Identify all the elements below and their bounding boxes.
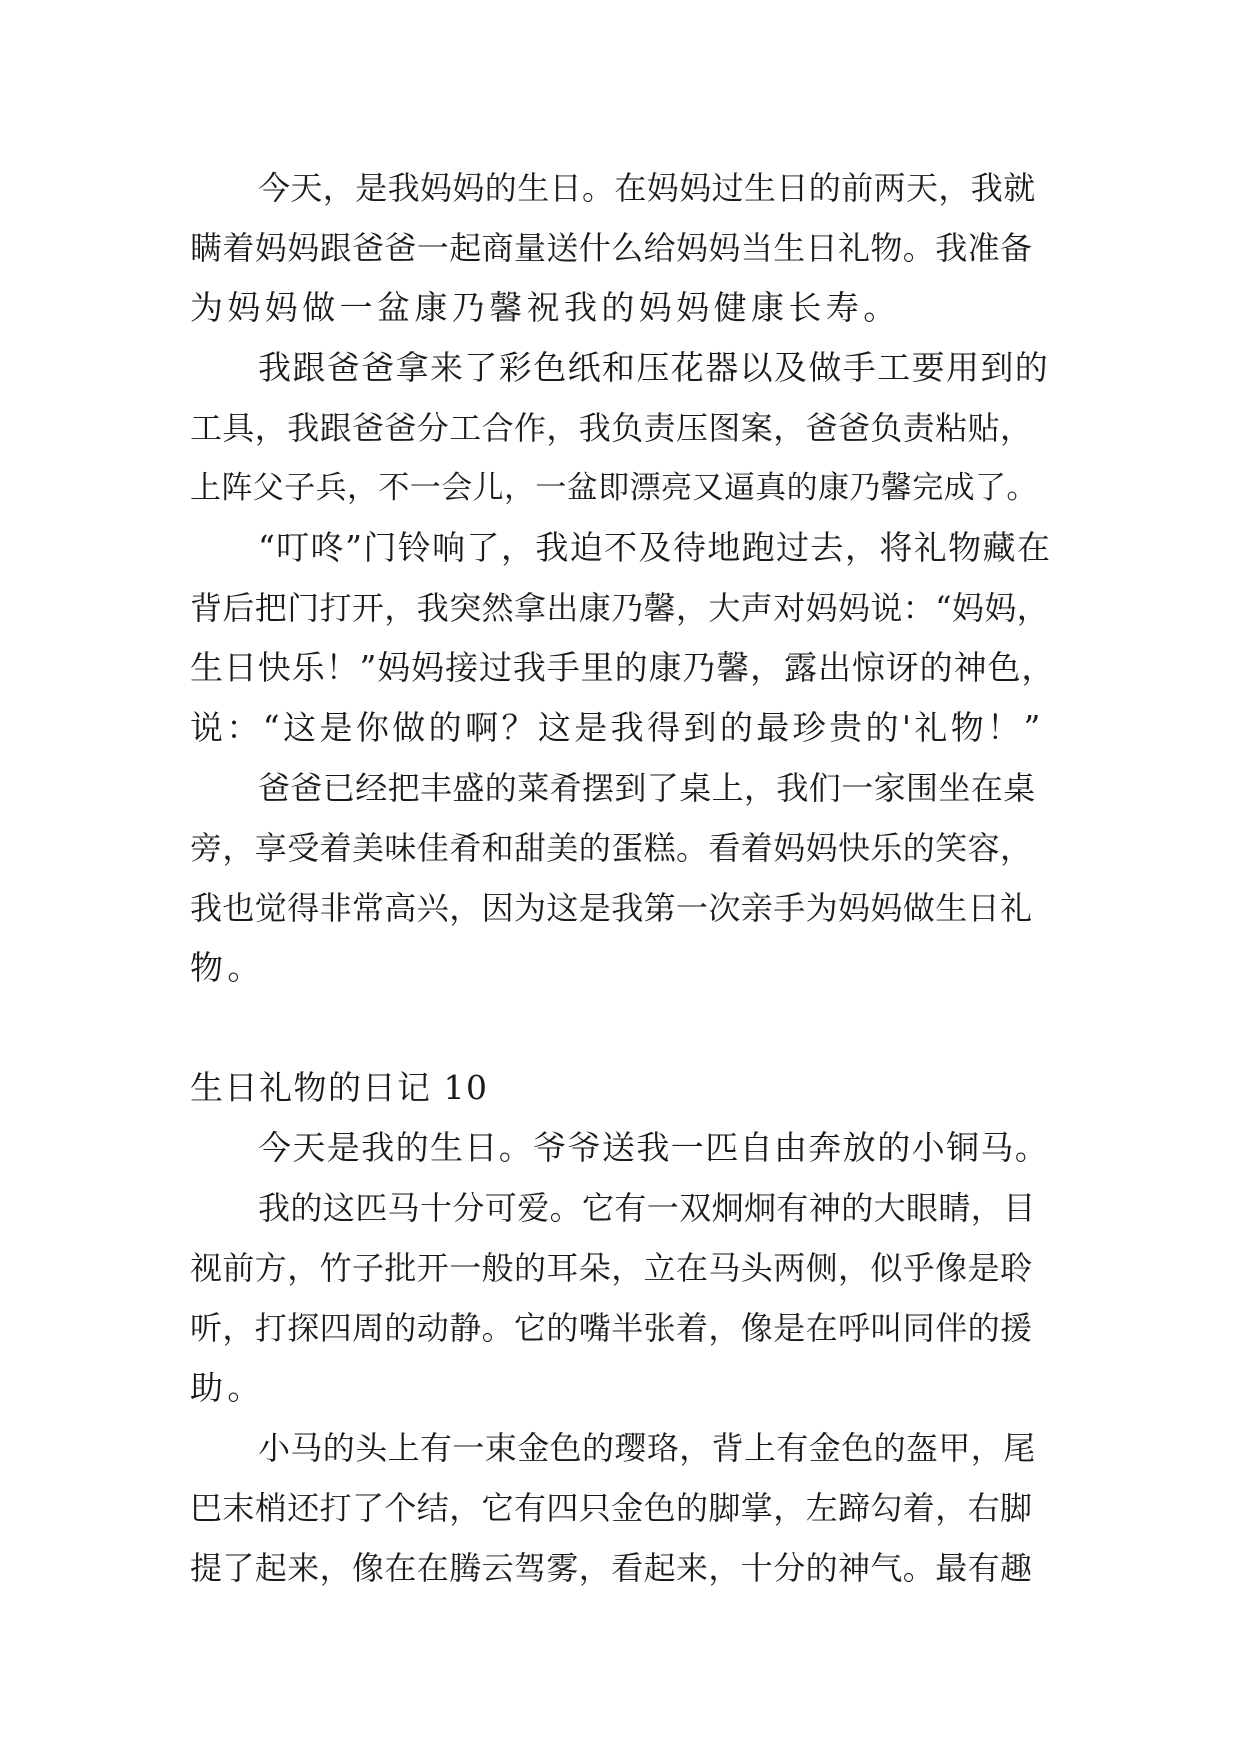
text-line: “叮咚”门铃响了，我迫不及待地跑过去，将礼物藏在 [258,528,1052,567]
text-line: 爸爸已经把丰盛的菜肴摆到了桌上，我们一家围坐在桌 [258,769,1036,807]
section-heading: 生日礼物的日记 10 [190,1068,489,1107]
text-line: 我的这匹马十分可爱。它有一双炯炯有神的大眼睛，目 [258,1189,1036,1227]
text-line: 说：“这是你做的啊？这是我得到的最珍贵的'礼物！” [190,708,1044,747]
text-line: 听，打探四周的动静。它的嘴半张着，像是在呼叫同伴的援 [190,1309,1033,1347]
text-line: 旁，享受着美味佳肴和甜美的蛋糕。看着妈妈快乐的笑容， [190,829,1033,867]
text-line: 瞒着妈妈跟爸爸一起商量送什么给妈妈当生日礼物。我准备 [190,229,1033,267]
text-line: 视前方，竹子批开一般的耳朵，立在马头两侧，似乎像是聆 [190,1249,1033,1287]
text-line: 工具，我跟爸爸分工合作，我负责压图案，爸爸负责粘贴， [190,409,1033,447]
text-line: 小马的头上有一束金色的璎珞，背上有金色的盔甲，尾 [258,1429,1036,1467]
text-line: 今天是我的生日。爷爷送我一匹自由奔放的小铜马。 [258,1128,1050,1167]
text-line: 为妈妈做一盆康乃馨祝我的妈妈健康长寿。 [190,288,901,327]
text-line: 助。 [190,1368,265,1407]
text-line: 今天，是我妈妈的生日。在妈妈过生日的前两天，我就 [258,169,1036,207]
text-line: 我也觉得非常高兴，因为这是我第一次亲手为妈妈做生日礼 [190,889,1033,927]
text-line: 提了起来，像在在腾云驾雾，看起来，十分的神气。最有趣 [190,1549,1033,1587]
text-line: 物。 [190,948,265,987]
text-line: 上阵父子兵，不一会儿，一盆即漂亮又逼真的康乃馨完成了。 [190,470,1038,506]
text-line: 巴末梢还打了个结，它有四只金色的脚掌，左蹄勾着，右脚 [190,1489,1033,1527]
text-line: 生日快乐！”妈妈接过我手里的康乃馨，露出惊讶的神色， [190,648,1056,687]
text-line: 背后把门打开，我突然拿出康乃馨，大声对妈妈说：“妈妈， [190,589,1050,627]
text-line: 我跟爸爸拿来了彩色纸和压花器以及做手工要用到的 [258,348,1050,387]
